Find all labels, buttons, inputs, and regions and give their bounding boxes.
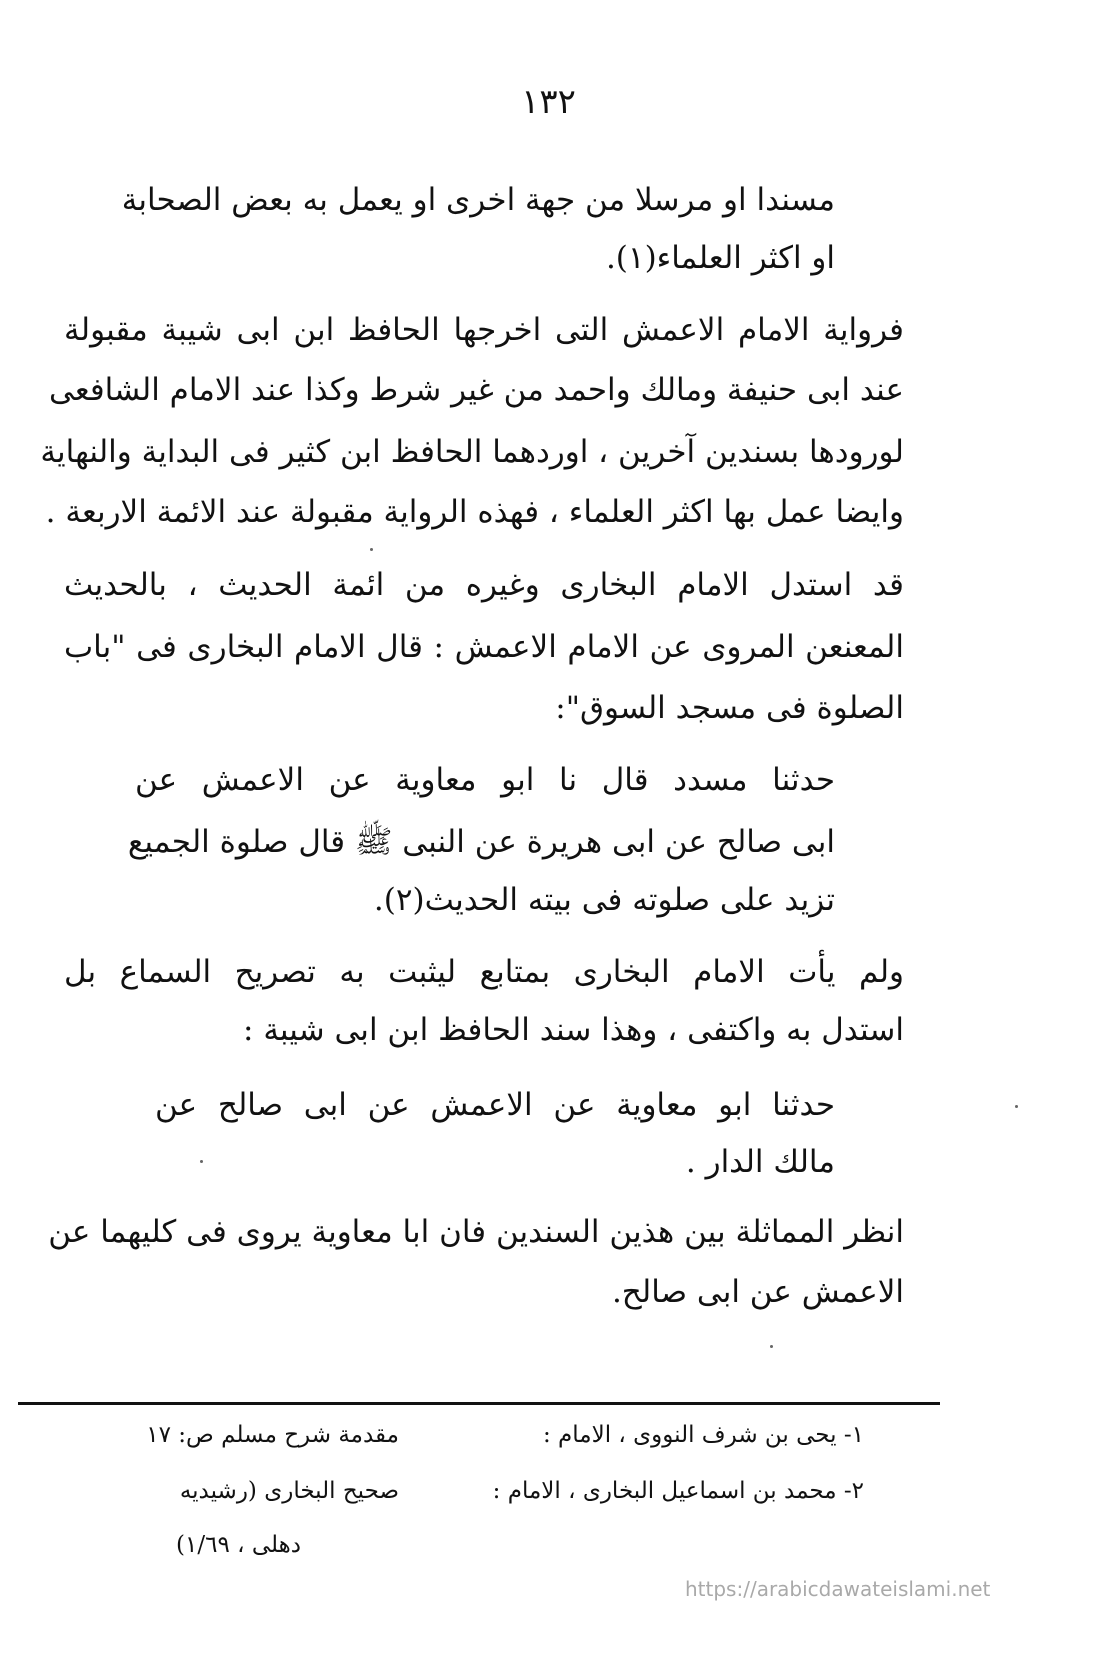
text-line: قد استدل الامام البخارى وغيره من ائمة الحديث ، بالحديث [64,567,904,603]
footnote-author: ٢- محمد بن اسماعيل البخارى ، الامام : [492,1478,864,1504]
quote-line: تزيد على صلوته فى بيته الحديث(٢). [373,882,835,918]
text-line: استدل به واكتفى ، وهذا سند الحافظ ابن ابى شيبة : [243,1012,904,1048]
text-line: مسندا او مرسلا من جهة اخرى او يعمل به بعض الصحابة [121,182,835,218]
footnote-author: ١- يحى بن شرف النووى ، الامام : [542,1422,864,1448]
quote-line: مالك الدار . [685,1144,835,1180]
scan-speck [200,1160,203,1163]
text-line: المعنعن المروى عن الامام الاعمش : قال الامام البخارى فى "باب [64,629,904,665]
footnote-source: مقدمة شرح مسلم ص: ١٧ [146,1422,399,1448]
text-line: وايضا عمل بها اكثر العلماء ، فهذه الرواية مقبولة عند الائمة الاربعة . [45,494,904,530]
watermark: https://arabicdawateislami.net [685,1577,991,1601]
quote-line: ابى صالح عن ابى هريرة عن النبى ﷺ قال صلوة الجميع [127,824,835,860]
quote-line: حدثنا مسدد قال نا ابو معاوية عن الاعمش عن [135,762,835,798]
footnote-source: صحيح البخارى (رشيديه [179,1478,399,1504]
text-line: الصلوة فى مسجد السوق": [555,690,904,726]
scan-speck [770,1345,773,1348]
scan-speck [1015,1105,1018,1108]
text-line: ولم يأت الامام البخارى بمتابع ليثبت به تصريح السماع بل [64,954,904,990]
footnote-source-continued: دهلى ، ١/٦٩) [176,1532,301,1558]
page-number: ١٣٢ [521,82,576,122]
footnote-divider [18,1402,940,1405]
quote-line: حدثنا ابو معاوية عن الاعمش عن ابى صالح عن [155,1087,835,1123]
text-line: او اكثر العلماء(١). [605,240,835,276]
text-line: الاعمش عن ابى صالح. [611,1274,904,1310]
text-line: لورودها بسندين آخرين ، اوردهما الحافظ ابن كثير فى البداية والنهاية [40,434,904,470]
text-line: فرواية الامام الاعمش التى اخرجها الحافظ ابن ابى شيبة مقبولة [64,312,904,348]
scan-speck [370,548,373,551]
text-line: عند ابى حنيفة ومالك واحمد من غير شرط وكذا عند الامام الشافعى [49,372,904,408]
text-line: انظر المماثلة بين هذين السندين فان ابا معاوية يروى فى كليهما عن [48,1214,904,1250]
